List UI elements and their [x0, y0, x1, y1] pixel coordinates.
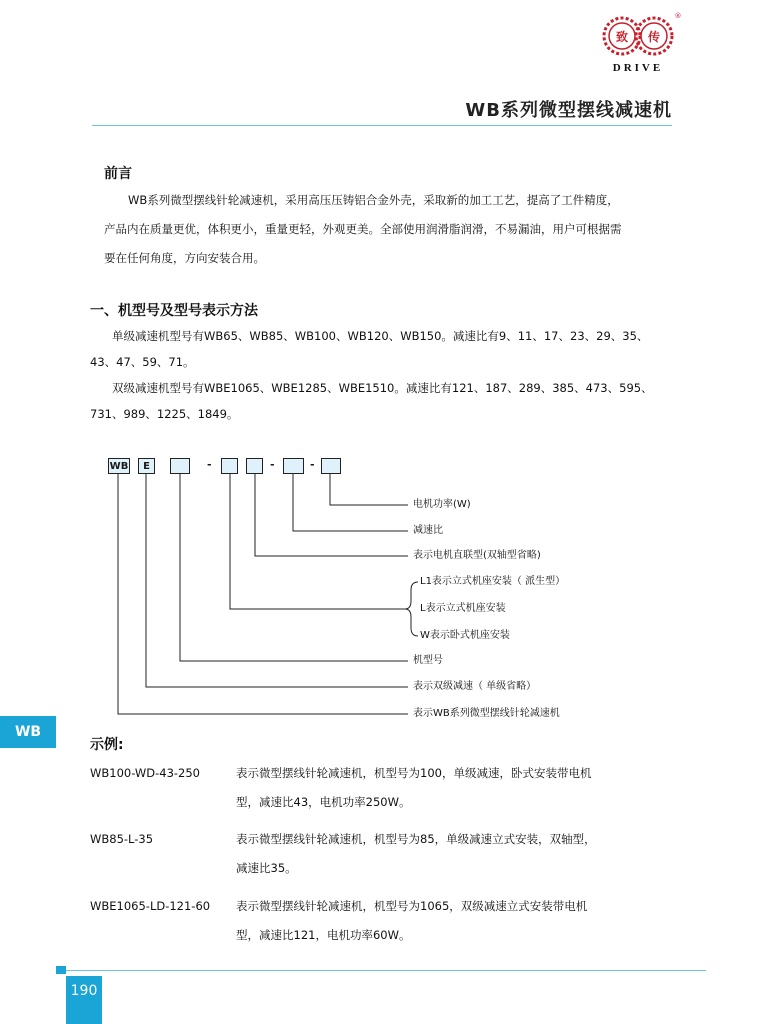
code-box-power — [321, 458, 341, 474]
legend-double-stage: 表示双级减速（ 单级省略） — [413, 681, 537, 692]
code-separator: - — [270, 458, 275, 471]
example-code: WBE1065-LD-121-60 — [90, 899, 211, 913]
section-line: 731、989、1225、1849。 — [90, 407, 239, 421]
logo-char-right: 传 — [647, 30, 661, 44]
example-code: WB100-WD-43-250 — [90, 766, 201, 780]
legend-mount-l: L表示立式机座安装 — [420, 603, 506, 614]
footer-divider — [56, 970, 706, 971]
section-model-heading: 一、机型号及型号表示方法 — [90, 303, 258, 319]
code-box-mounting — [221, 458, 238, 474]
example-line: 减速比35。 — [236, 861, 297, 875]
legend-power: 电机功率(W) — [413, 499, 471, 510]
example-code: WB85-L-35 — [90, 832, 154, 846]
brand-logo — [598, 10, 682, 74]
intro-line: 要在任何角度，方向安装合用。 — [104, 251, 265, 265]
legend-series: 表示WB系列微型摆线针轮减速机 — [413, 708, 560, 719]
footer-marker — [56, 966, 66, 974]
code-box-double-stage: E — [138, 458, 155, 474]
code-box-model — [170, 458, 190, 474]
code-separator: - — [207, 458, 212, 471]
legend-mount-l1: L1表示立式机座安装（ 派生型） — [420, 576, 566, 587]
intro-line: WB系列微型摆线针轮减速机，采用高压压铸铝合金外壳，采取新的加工工艺，提高了工件精度， — [128, 193, 619, 207]
example-description — [236, 759, 666, 817]
legend-ratio: 减速比 — [413, 525, 443, 536]
section-line: 单级减速机型号有WB65、WB85、WB100、WB120、WB150。减速比有9、11、17、23、29、35、 — [112, 329, 649, 343]
code-box-series: WB — [108, 458, 130, 474]
code-box-ratio — [283, 458, 304, 474]
example-description — [236, 892, 666, 950]
example-description — [236, 825, 666, 883]
section-line: 43、47、59、71。 — [90, 355, 195, 369]
example-line: 表示微型摆线针轮减速机，机型号为1065，双级减速立式安装带电机 — [236, 899, 588, 913]
example-line: 型，减速比121，电机功率60W。 — [236, 928, 411, 942]
section-model-paragraph — [90, 323, 670, 427]
section-side-tab: WB — [0, 716, 56, 748]
logo-wordmark: DRIVE — [612, 62, 664, 74]
page-number: 190 — [66, 976, 102, 1024]
example-line: 表示微型摆线针轮减速机，机型号为100，单级减速，卧式安装带电机 — [236, 766, 592, 780]
legend-mount-w: W表示卧式机座安装 — [420, 630, 510, 641]
example-line: 表示微型摆线针轮减速机，机型号为85，单级减速立式安装，双轴型， — [236, 832, 596, 846]
intro-heading: 前言 — [104, 166, 132, 182]
section-line: 双级减速机型号有WBE1065、WBE1285、WBE1510。减速比有121、187、289、385、473、595、 — [112, 381, 653, 395]
gear-logo-icon — [598, 10, 682, 74]
examples-heading: 示例: — [90, 737, 124, 753]
code-separator: - — [310, 458, 315, 471]
page-title: WB系列微型摆线减速机 — [465, 100, 672, 121]
legend-direct-motor: 表示电机直联型(双轴型省略) — [413, 550, 541, 561]
title-divider — [92, 125, 672, 126]
example-line: 型，减速比43，电机功率250W。 — [236, 795, 411, 809]
legend-model: 机型号 — [413, 655, 443, 666]
intro-line: 产品内在质量更优，体积更小，重量更轻，外观更美。全部使用润滑脂润滑，不易漏油，用户可根据需 — [104, 222, 622, 236]
intro-paragraph — [104, 186, 664, 273]
code-box-direct-motor — [246, 458, 263, 474]
logo-char-left: 致 — [615, 30, 629, 44]
logo-registered-mark: ® — [674, 12, 682, 20]
